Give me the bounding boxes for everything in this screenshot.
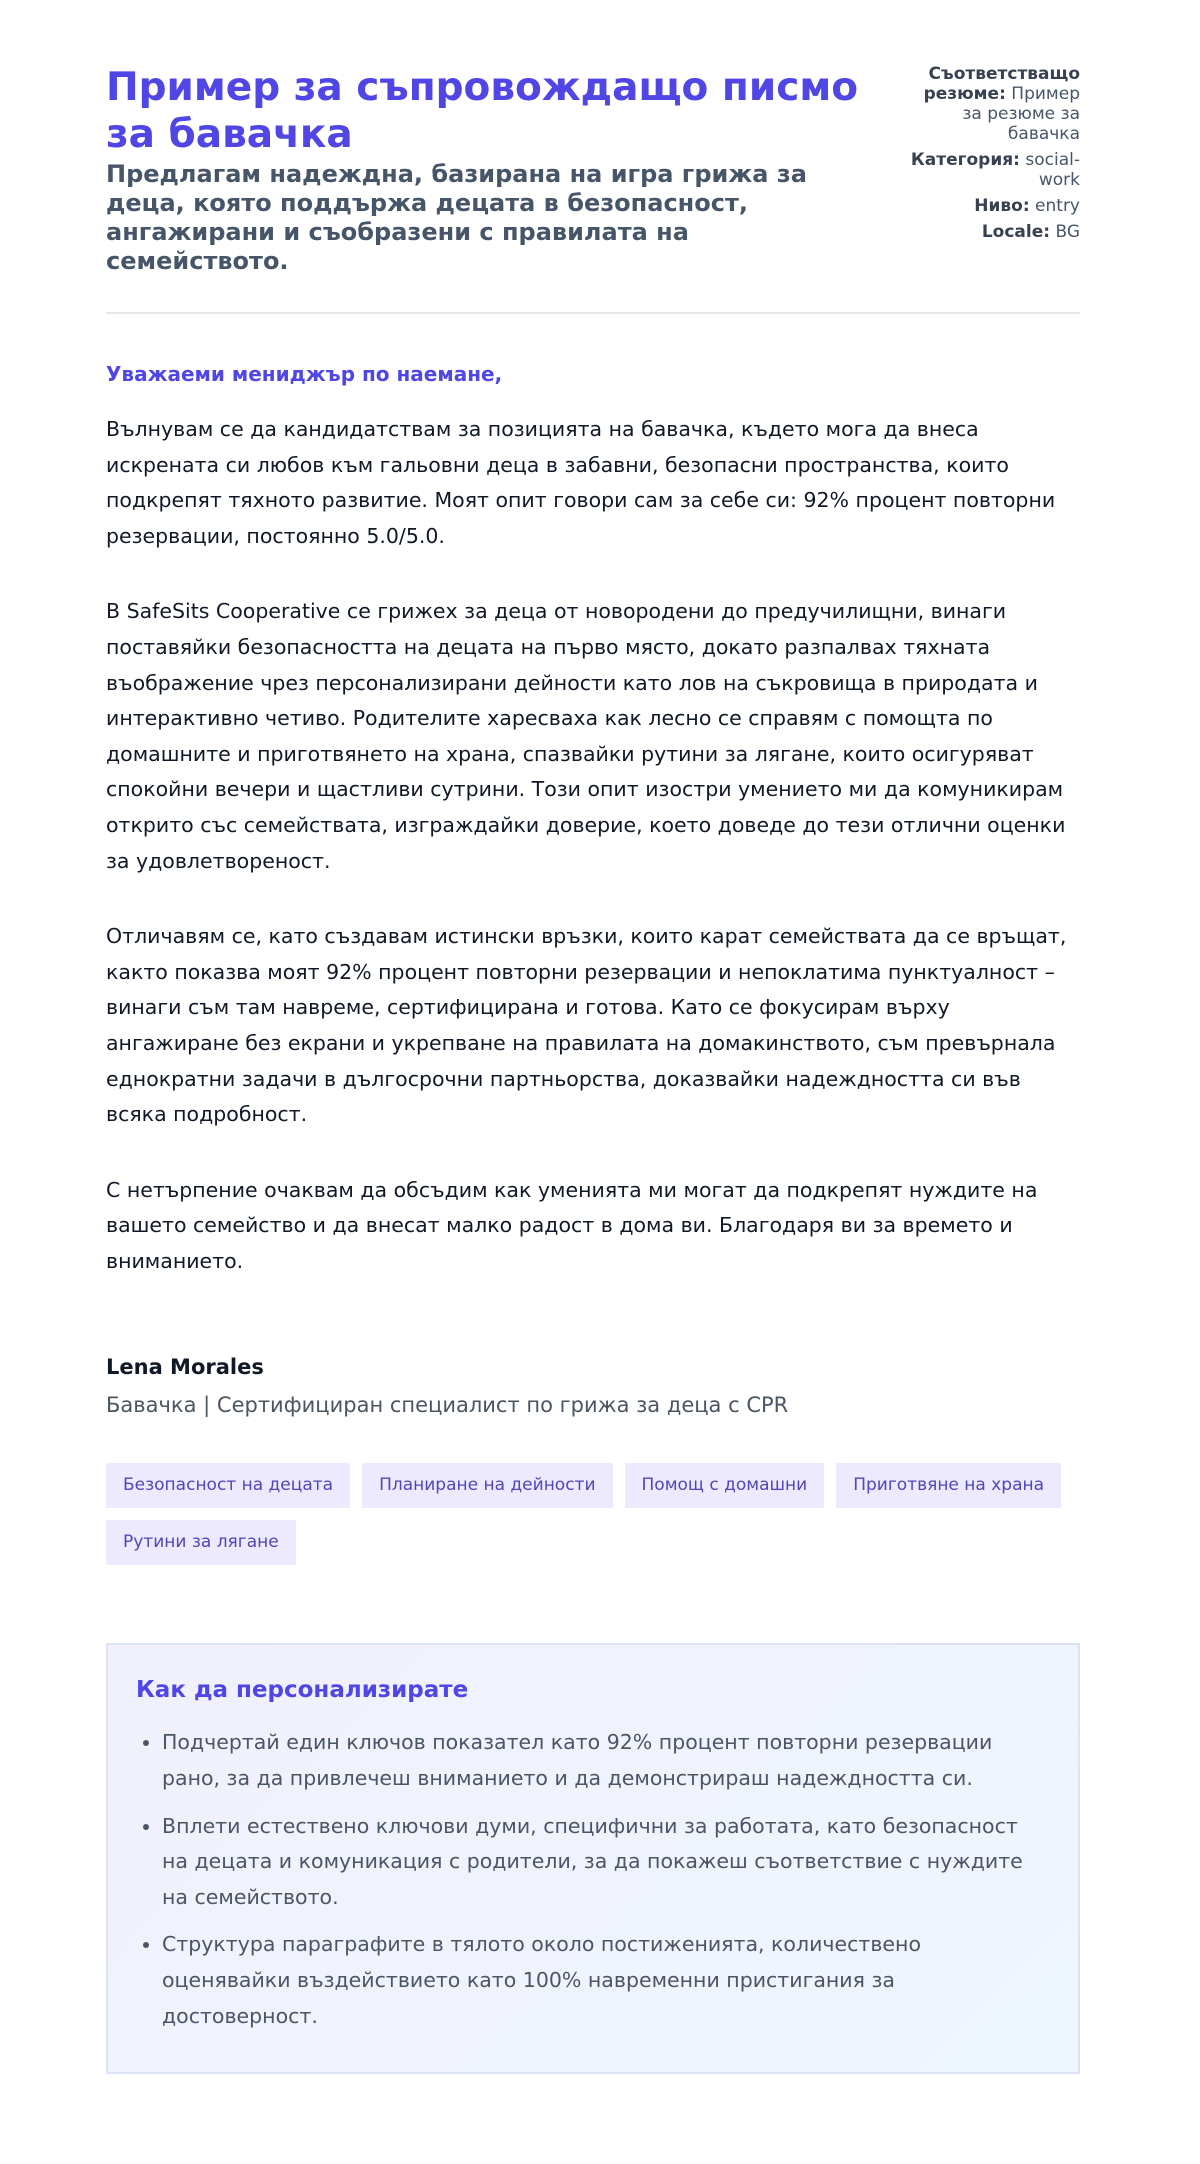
skill-tag: Приготвяне на храна (836, 1463, 1061, 1508)
page-title: Пример за съпровождащо писмо за бавачка (106, 65, 858, 157)
signature-title: Бавачка | Сертифициран специалист по грижа за деца с CPR (106, 1393, 789, 1418)
skill-tag: Планиране на дейности (362, 1463, 612, 1508)
letter-paragraph: В SafeSits Cooperative се грижех за деца от новородени до предучилищни, винаги поставяйки безопасността на децата на първо място, докато разпалвах тяхната въображение чрез персонализирани дейности като лов на съкровища в природата и интерактивно четиво. Родителите харесваха как лесно се справям с помощта по домашните и приготвянето на храна, спазвайки рутини за лягане, които осигуряват спокойни вечери и щастливи сутрини. Този опит изостри умението ми да комуникирам открито със семействата, изграждайки доверие, което доведе до тези отлични оценки за удовлетвореност. (106, 599, 1066, 873)
skill-tag: Рутини за лягане (106, 1520, 296, 1565)
skill-tags (106, 1463, 1080, 1565)
signature-name: Lena Morales (106, 1355, 264, 1380)
skill-tag: Помощ с домашни (625, 1463, 825, 1508)
customization-tips (106, 1643, 1080, 2074)
meta-matching-resume: Съответстващо резюме: Пример за резюме за бавачка (923, 64, 1080, 144)
skill-tag: Безопасност на децата (106, 1463, 350, 1508)
meta-locale: Locale: BG (981, 222, 1080, 242)
meta-level: Ниво: entry (974, 196, 1080, 216)
tips-title: Как да персонализирате (136, 1677, 469, 1704)
meta-category: Категория: social-work (910, 150, 1080, 190)
page-header (106, 0, 1080, 276)
letter-greeting: Уважаеми мениджър по наемане, (106, 362, 503, 386)
letter-paragraph: Вълнувам се да кандидатствам за позицията на бавачка, където мога да внеса искрената си любов към гальовни деца в забавни, безопасни пространства, които подкрепят тяхното развитие. Моят опит говори сам за себе си: 92% процент повторни резервации, постоянно 5.0/5.0. (106, 417, 1056, 548)
cover-letter-page (106, 0, 1080, 2074)
page-subtitle: Предлагам надеждна, базирана на игра грижа за деца, която поддържа децата в безопасност, ангажирани и съобразени с правилата на семейството. (106, 160, 807, 275)
tip-item: • Структура параграфите в тялото около постиженията, количествено оценявайки въздействието като 100% навременни пристигания за достоверност. (162, 1927, 1050, 2034)
meta-info (900, 64, 1080, 276)
letter-paragraph: С нетърпение очаквам да обсъдим как уменията ми могат да подкрепят нуждите на вашето семейство и да внесат малко радост в дома ви. Благодаря ви за времето и вниманието. (106, 1177, 1038, 1273)
divider (106, 312, 1080, 314)
tip-item: • Вплети естествено ключови думи, специфични за работата, като безопасност на децата и комуникация с родители, за да покажеш съответствие с нуждите на семейството. (162, 1809, 1050, 1916)
tips-list (136, 1725, 1050, 2034)
letter-paragraph: Отличавям се, като създавам истински връзки, които карат семействата да се връщат, както показва моят 92% процент повторни резервации и непоклатима пунктуалност – винаги съм там навреме, сертифицирана и готова. Като се фокусирам върху ангажиране без екрани и укрепване на правилата на домакинството, съм превърнала еднократни задачи в дългосрочни партньорства, доказвайки надеждността си във всяка подробност. (106, 924, 1067, 1127)
tip-item: • Подчертай един ключов показател като 92% процент повторни резервации рано, за да привлечеш вниманието и да демонстрираш надеждността си. (162, 1725, 1050, 1796)
